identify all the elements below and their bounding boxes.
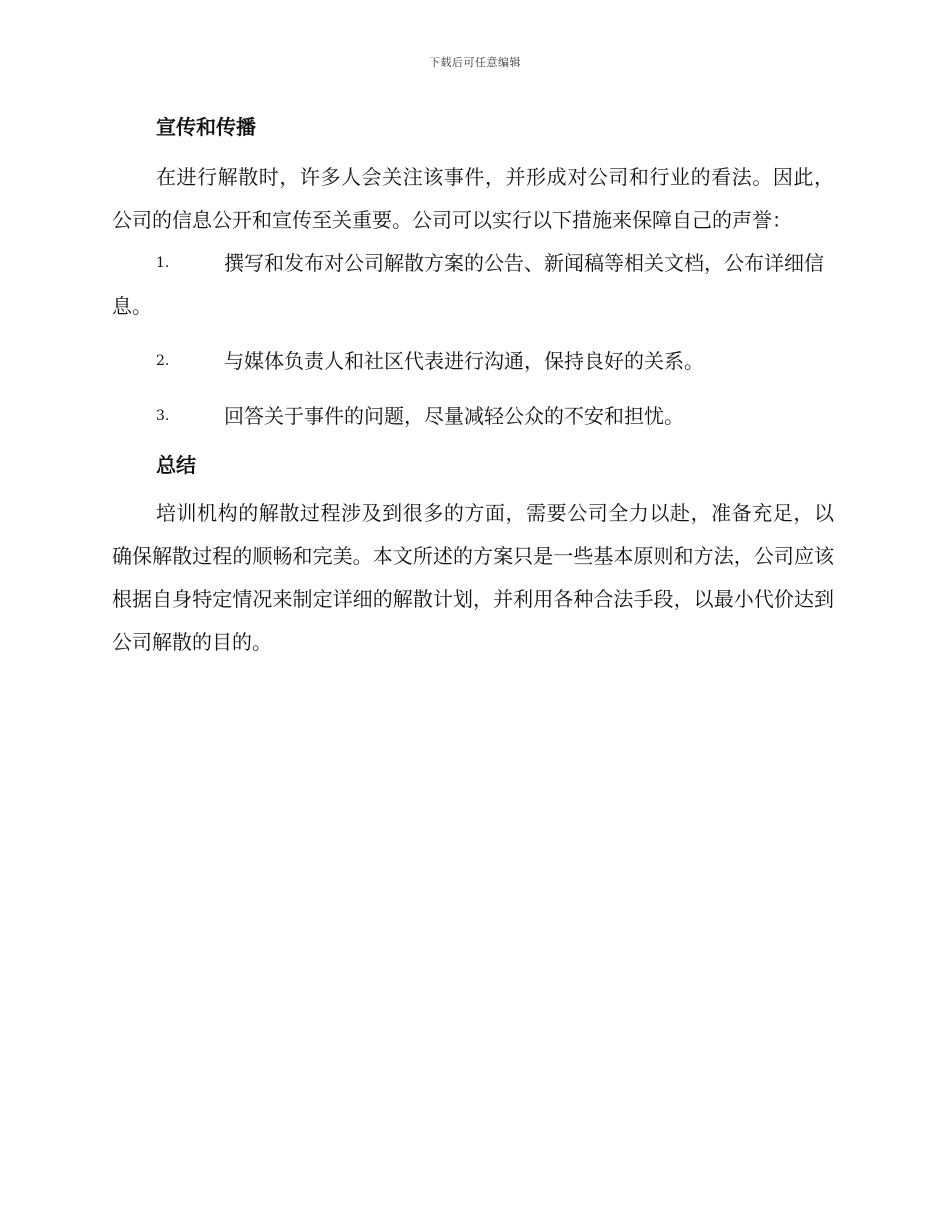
list-item-number: 1. [156,255,170,271]
section-paragraph-summary: 培训机构的解散过程涉及到很多的方面，需要公司全力以赴，准备充足，以确保解散过程的顺畅和完美。本文所述的方案只是一些基本原则和方法，公司应该根据自身特定情况来制定详细的解散计划，并利用各种合法手段，以最小代价达到公司解散的目的。 [112,501,834,654]
document-body [112,110,834,664]
list-item-text: 回答关于事件的问题，尽量减轻公众的不安和担忧。 [224,404,684,428]
section-paragraph-publicity: 在进行解散时，许多人会关注该事件，并形成对公司和行业的看法。因此，公司的信息公开和宣传至关重要。公司可以实行以下措施来保障自己的声誉： [112,165,834,232]
list-item-text: 撰写和发布对公司解散方案的公告、新闻稿等相关文档，公布详细信息。 [112,251,824,318]
list-item-number: 3. [156,408,170,424]
list-item-number: 2. [156,353,170,369]
list-item-text: 与媒体负责人和社区代表进行沟通，保持良好的关系。 [224,349,704,373]
list-item [112,242,834,328]
list-item [112,395,834,438]
page-header: 下载后可任意编辑 [429,56,521,69]
section-title-summary: 总结 [156,453,196,477]
list-item [112,340,834,383]
section-title-publicity: 宣传和传播 [156,115,256,139]
